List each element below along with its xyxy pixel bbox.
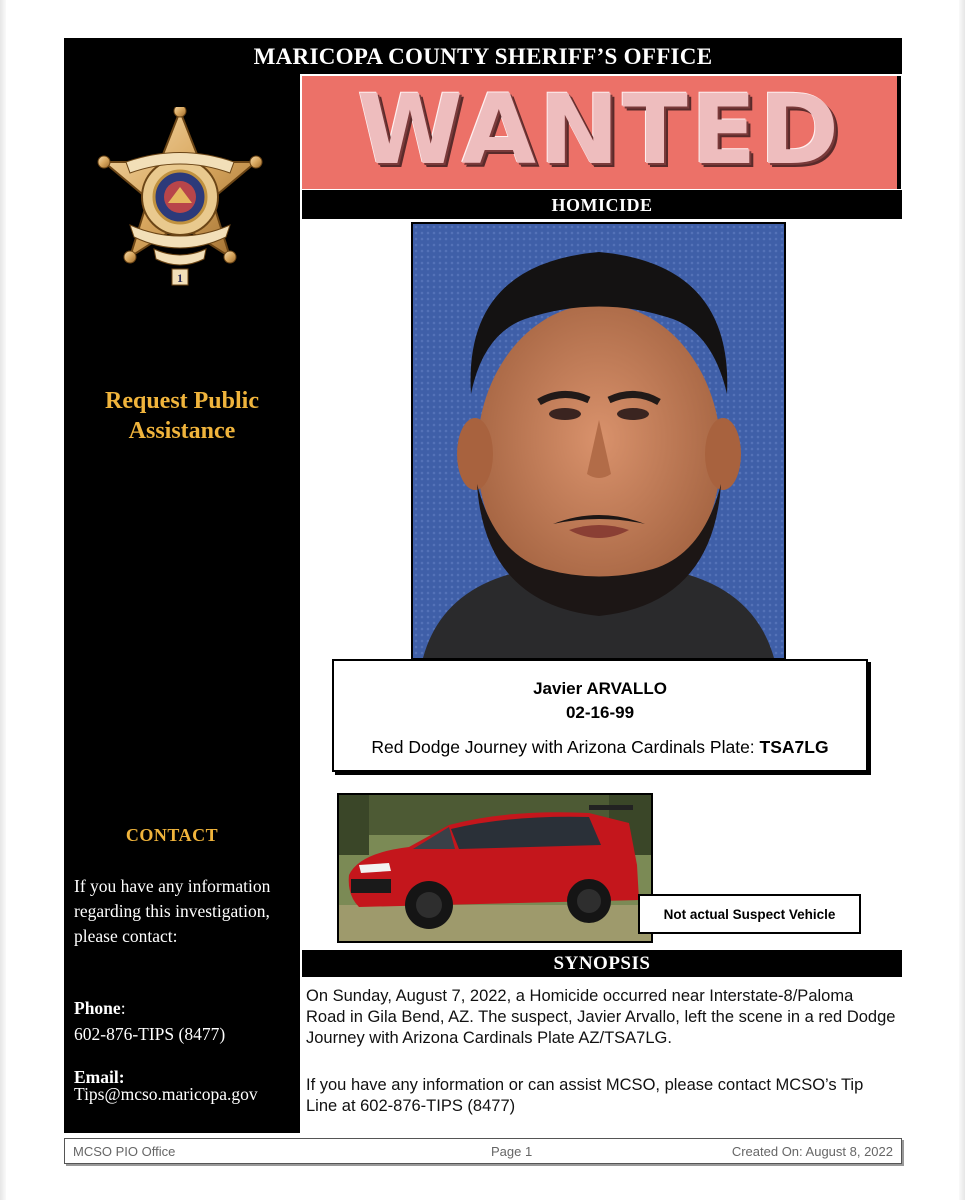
synopsis-paragraph-1: On Sunday, August 7, 2022, a Homicide occurred near Interstate-8/Paloma Road in Gila Bend, AZ. The suspect, Javier Arvallo, left the scene in a red Dodge Journey with Arizona Cardinals Plate AZ/TSA7LG.: [306, 987, 896, 1047]
page-edge-left: [0, 0, 6, 1200]
wanted-banner: [302, 76, 901, 189]
request-line-1: Request Public: [104, 388, 259, 414]
badge-number: 1: [177, 271, 183, 285]
vehicle-disclaimer: Not actual Suspect Vehicle: [638, 894, 861, 934]
page-edge-right: [959, 0, 965, 1200]
vehicle-photo: [337, 793, 653, 943]
wanted-heading: WANTED: [357, 74, 842, 186]
phone-label: Phone:: [74, 998, 126, 1018]
contact-text: If you have any information regarding this investigation, please contact:: [74, 876, 271, 946]
phone-number[interactable]: 602-876-TIPS (8477): [74, 1024, 226, 1044]
email-address[interactable]: Tips@mcso.maricopa.gov: [74, 1084, 258, 1104]
synopsis-paragraph-2: If you have any information or can assist MCSO, please contact MCSO’s Tip Line at 602-876-TIPS (8477): [306, 1076, 864, 1115]
request-public-assistance: [64, 386, 300, 446]
footer-office: MCSO PIO Office: [73, 1144, 176, 1159]
page-footer: [64, 1138, 902, 1164]
plate-number: TSA7LG: [759, 737, 829, 757]
sheriff-badge-icon: [96, 107, 264, 299]
footer-page-number: Page 1: [491, 1144, 533, 1159]
request-line-2: Assistance: [128, 418, 236, 444]
suspect-info-box: [332, 659, 868, 772]
page-title: MARICOPA COUNTY SHERIFF’S OFFICE: [64, 38, 902, 74]
footer-created-date: Created On: August 8, 2022: [731, 1144, 893, 1159]
crime-type-bar: HOMICIDE: [302, 190, 902, 219]
suspect-name: Javier ARVALLO: [533, 679, 667, 698]
contact-heading: CONTACT: [125, 825, 219, 845]
sidebar: [64, 74, 300, 1133]
suspect-photo: [411, 222, 786, 660]
suspect-vehicle: Red Dodge Journey with Arizona Cardinals Plate: TSA7LG: [371, 737, 829, 757]
synopsis-heading: SYNOPSIS: [302, 950, 902, 977]
email-label: Email:: [74, 1067, 125, 1087]
vehicle-photo-image: [339, 795, 651, 941]
suspect-dob: 02-16-99: [565, 703, 635, 722]
suspect-photo-image: [413, 224, 784, 658]
